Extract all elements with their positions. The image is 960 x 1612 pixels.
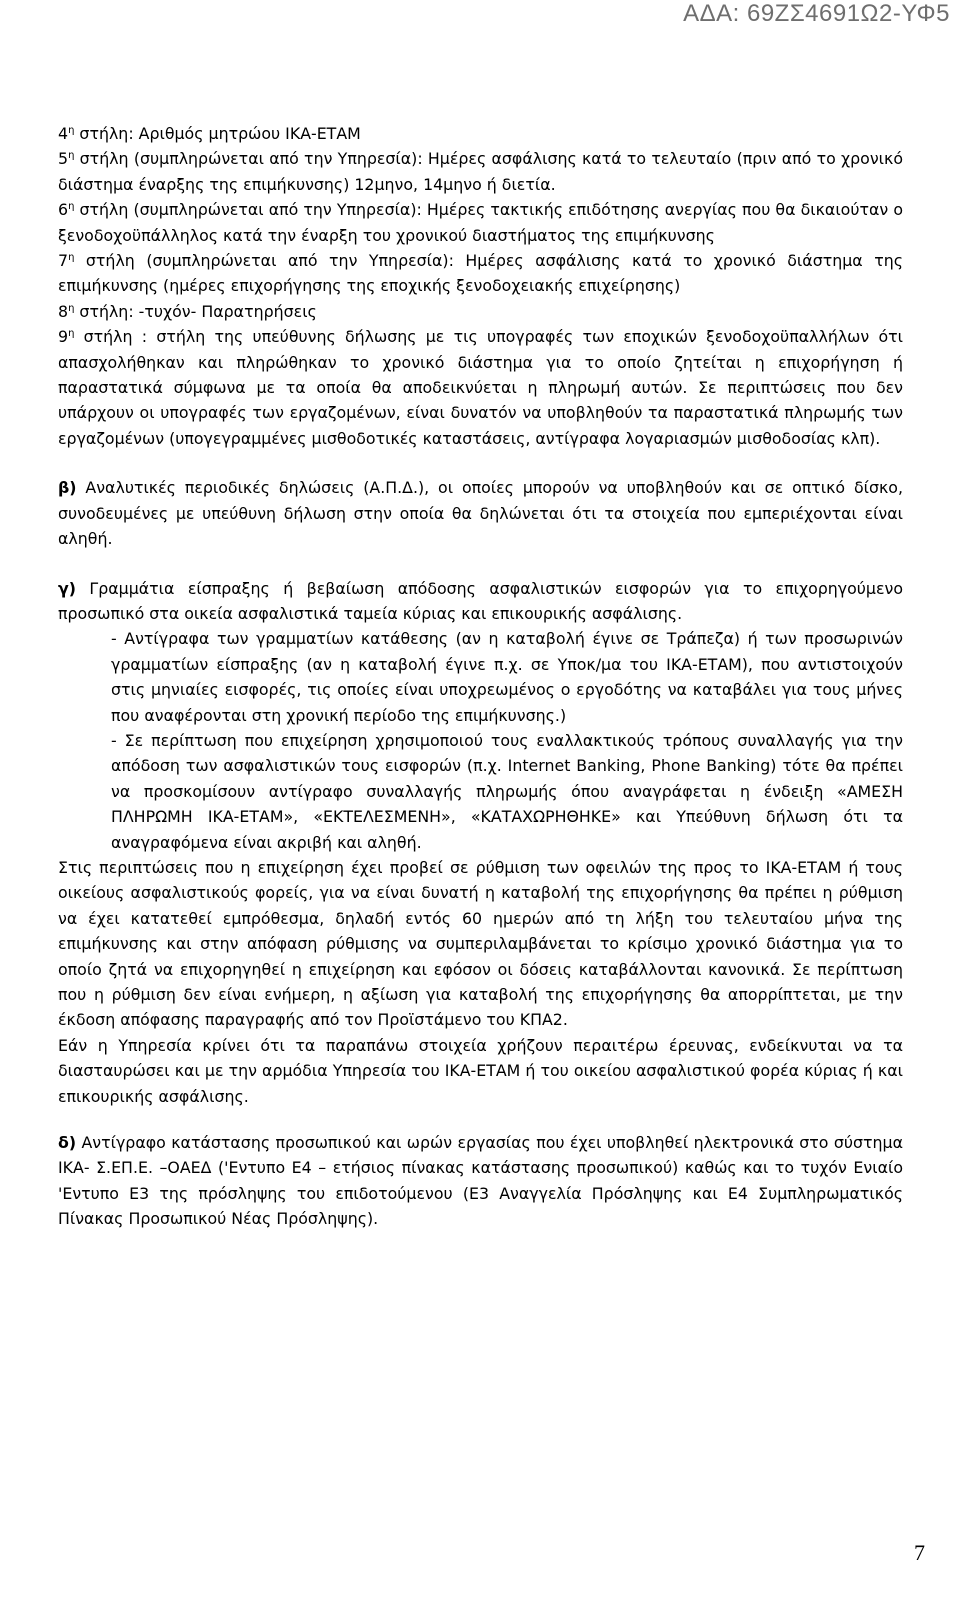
section-g-text: Γραμμάτια είσπραξης ή βεβαίωση απόδοσης ασφαλιστικών εισφορών για το επιχορηγούμενο προσωπικό στα οικεία ασφαλιστικά ταμεία κύριας και επικουρικής ασφάλισης.: [58, 578, 903, 623]
column-8-description: $8^\eta$ στήλη: -τυχόν- Παρατηρήσεις: [58, 301, 317, 321]
section-b-text: Αναλυτικές περιοδικές δηλώσεις (Α.Π.Δ.), οι οποίες μπορούν να υποβληθούν και σε οπτικό δίσκο, συνοδευμένες με υπεύθυνη δήλωση στην οποία θα δηλώνεται ότι τα στοιχεία που εμπεριέχονται είναι αληθή.: [58, 478, 903, 549]
section-g-label: γ): [58, 578, 76, 598]
section-d: [58, 1130, 903, 1232]
column-4-description: $4^\eta$ στήλη: Αριθμός μητρώου ΙΚΑ-ΕΤΑΜ: [58, 124, 361, 143]
section-g: [58, 576, 903, 627]
section-g-item-2: - Σε περίπτωση που επιχείρηση χρησιμοποιού τους εναλλακτικούς τρόπους συναλλαγής για την απόδοση των ασφαλιστικών τους εισφορών (π.χ. Internet Banking, Phone Banking) τότε θα πρέπει να προσκομίσουν αντίγραφο συναλλαγής πληρωμής όπου αναγράφεται η ένδειξη «ΑΜΕΣΗ ΠΛΗΡΩΜΗ ΙΚΑ-ΕΤΑΜ», «ΕΚΤΕΛΕΣΜΕΝΗ», «ΚΑΤΑΧΩΡΗΘΗΚΕ» και Υπεύθυνη δήλωση ότι τα αναγραφόμενα είναι ακριβή και αληθή.: [111, 730, 903, 852]
section-g-paragraph-2: Εάν η Υπηρεσία κρίνει ότι τα παραπάνω στοιχεία χρήζουν περαιτέρω έρευνας, ενδείκνυται να τα διασταυρώσει και με την αρμόδια Υπηρεσία του ΙΚΑ-ΕΤΑΜ ή του οικείου ασφαλιστικού φορέα κύριας ή και επικουρικής ασφάλισης.: [58, 1035, 903, 1106]
spacer: [58, 552, 903, 576]
column-5-description: $5^\eta$ στήλη (συμπληρώνεται από την Υπηρεσία): Ημέρες ασφάλισης κατά το τελευταίο (πριν από το χρονικό διάστημα έναρξης της επιμήκυνσης) 12μηνο, 14μηνο ή διετία.: [58, 149, 903, 194]
section-b-label: β): [58, 478, 77, 498]
column-9-description: $9^\eta$ στήλη : στήλη της υπεύθυνης δήλωσης με τις υπογραφές των εποχικών ξενοδοχοϋπαλλήλων ότι απασχολήθηκαν και πληρώθηκαν το χρονικό διάστημα για το οποίο ζητείται η επιχορήγηση ή παραστατικά σύμφωνα με τα οποία θα αποδεικνύεται η πληρωμή αυτών. Σε περιπτώσεις που δεν υπάρχουν οι υπογραφές των εργαζομένων, είναι δυνατόν να υποβληθούν τα παραστατικά πληρωμής των εργαζομένων (υπογεγραμμένες μισθοδοτικές καταστάσεις, αντίγραφα λογαριασμών μισθοδοσίας κλπ).: [58, 327, 903, 448]
column-7-description: $7^\eta$ στήλη (συμπληρώνεται από την Υπηρεσία): Ημέρες ασφάλισης κατά το χρονικό διάστημα της επιμήκυνσης (ημέρες επιχορήγησης της εποχικής ξενοδοχειακής επιχείρησης): [58, 251, 903, 296]
section-d-text: Αντίγραφο κατάστασης προσωπικού και ωρών εργασίας που έχει υποβληθεί ηλεκτρονικά στο σύστημα ΙΚΑ- Σ.ΕΠ.Ε. –ΟΑΕΔ ('Εντυπο Ε4 – ετήσιος πίνακας κατάστασης προσωπικού) καθώς και το τυχόν Ενιαίο 'Εντυπο Ε3 της πρόσληψης του επιδοτούμενου (Ε3 Αναγγελία Πρόσληψης και Ε4 Συμπληρωματικός Πίνακας Προσωπικού Νέας Πρόσληψης).: [58, 1133, 903, 1229]
section-d-label: δ): [58, 1133, 77, 1153]
spacer: [58, 451, 903, 475]
page-number: 7: [914, 1540, 925, 1565]
document-body: [58, 121, 903, 1232]
section-g-paragraph-1: Στις περιπτώσεις που η επιχείρηση έχει προβεί σε ρύθμιση των οφειλών της προς το ΙΚΑ-ΕΤΑΜ ή τους οικείους ασφαλιστικούς φορείς, για να είναι δυνατή η καταβολή της επιχορήγησης θα πρέπει η ρύθμιση να έχει κατατεθεί εμπρόθεσμα, δηλαδή εντός 60 ημερών από τη λήξη του τελευταίου μήνα της επιμήκυνσης και στην απόφαση ρύθμισης να συμπεριλαμβάνεται το κρίσιμο χρονικό διάστημα για το οποίο ζητά να επιχορηγηθεί η επιχείρηση και εφόσον οι δόσεις καταβάλλονται κανονικά. Σε περίπτωση που η ρύθμιση δεν είναι ενήμερη, η αξίωση για καταβολή της επιχορήγησης θα απορρίπτεται, με την έκδοση απόφασης παραγραφής από τον Προϊστάμενο του ΚΠΑ2.: [58, 857, 903, 1030]
spacer: [58, 1109, 903, 1130]
ada-code: ΑΔΑ: 69ΖΣ4691Ω2-ΥΦ5: [683, 0, 950, 27]
section-g-item-1: - Αντίγραφα των γραμματίων κατάθεσης (αν η καταβολή έγινε σε Τράπεζα) ή των προσωρινών γραμματίων είσπραξης (αν η καταβολή έγινε π.χ. σε Υποκ/μα του ΙΚΑ-ΕΤΑΜ), που αντιστοιχούν στις μηνιαίες εισφορές, τις οποίες είναι υποχρεωμένος ο εργοδότης να καταβάλει για τους μήνες που αναφέρονται στη χρονική περίοδο της επιμήκυνσης.): [111, 629, 903, 725]
column-6-description: $6^\eta$ στήλη (συμπληρώνεται από την Υπηρεσία): Ημέρες τακτικής επιδότησης ανεργίας που θα δικαιούταν ο ξενοδοχοϋπάλληλος κατά την έναρξη του χρονικού διαστήματος της επιμήκυνσης: [58, 200, 903, 245]
section-b: [58, 475, 903, 551]
